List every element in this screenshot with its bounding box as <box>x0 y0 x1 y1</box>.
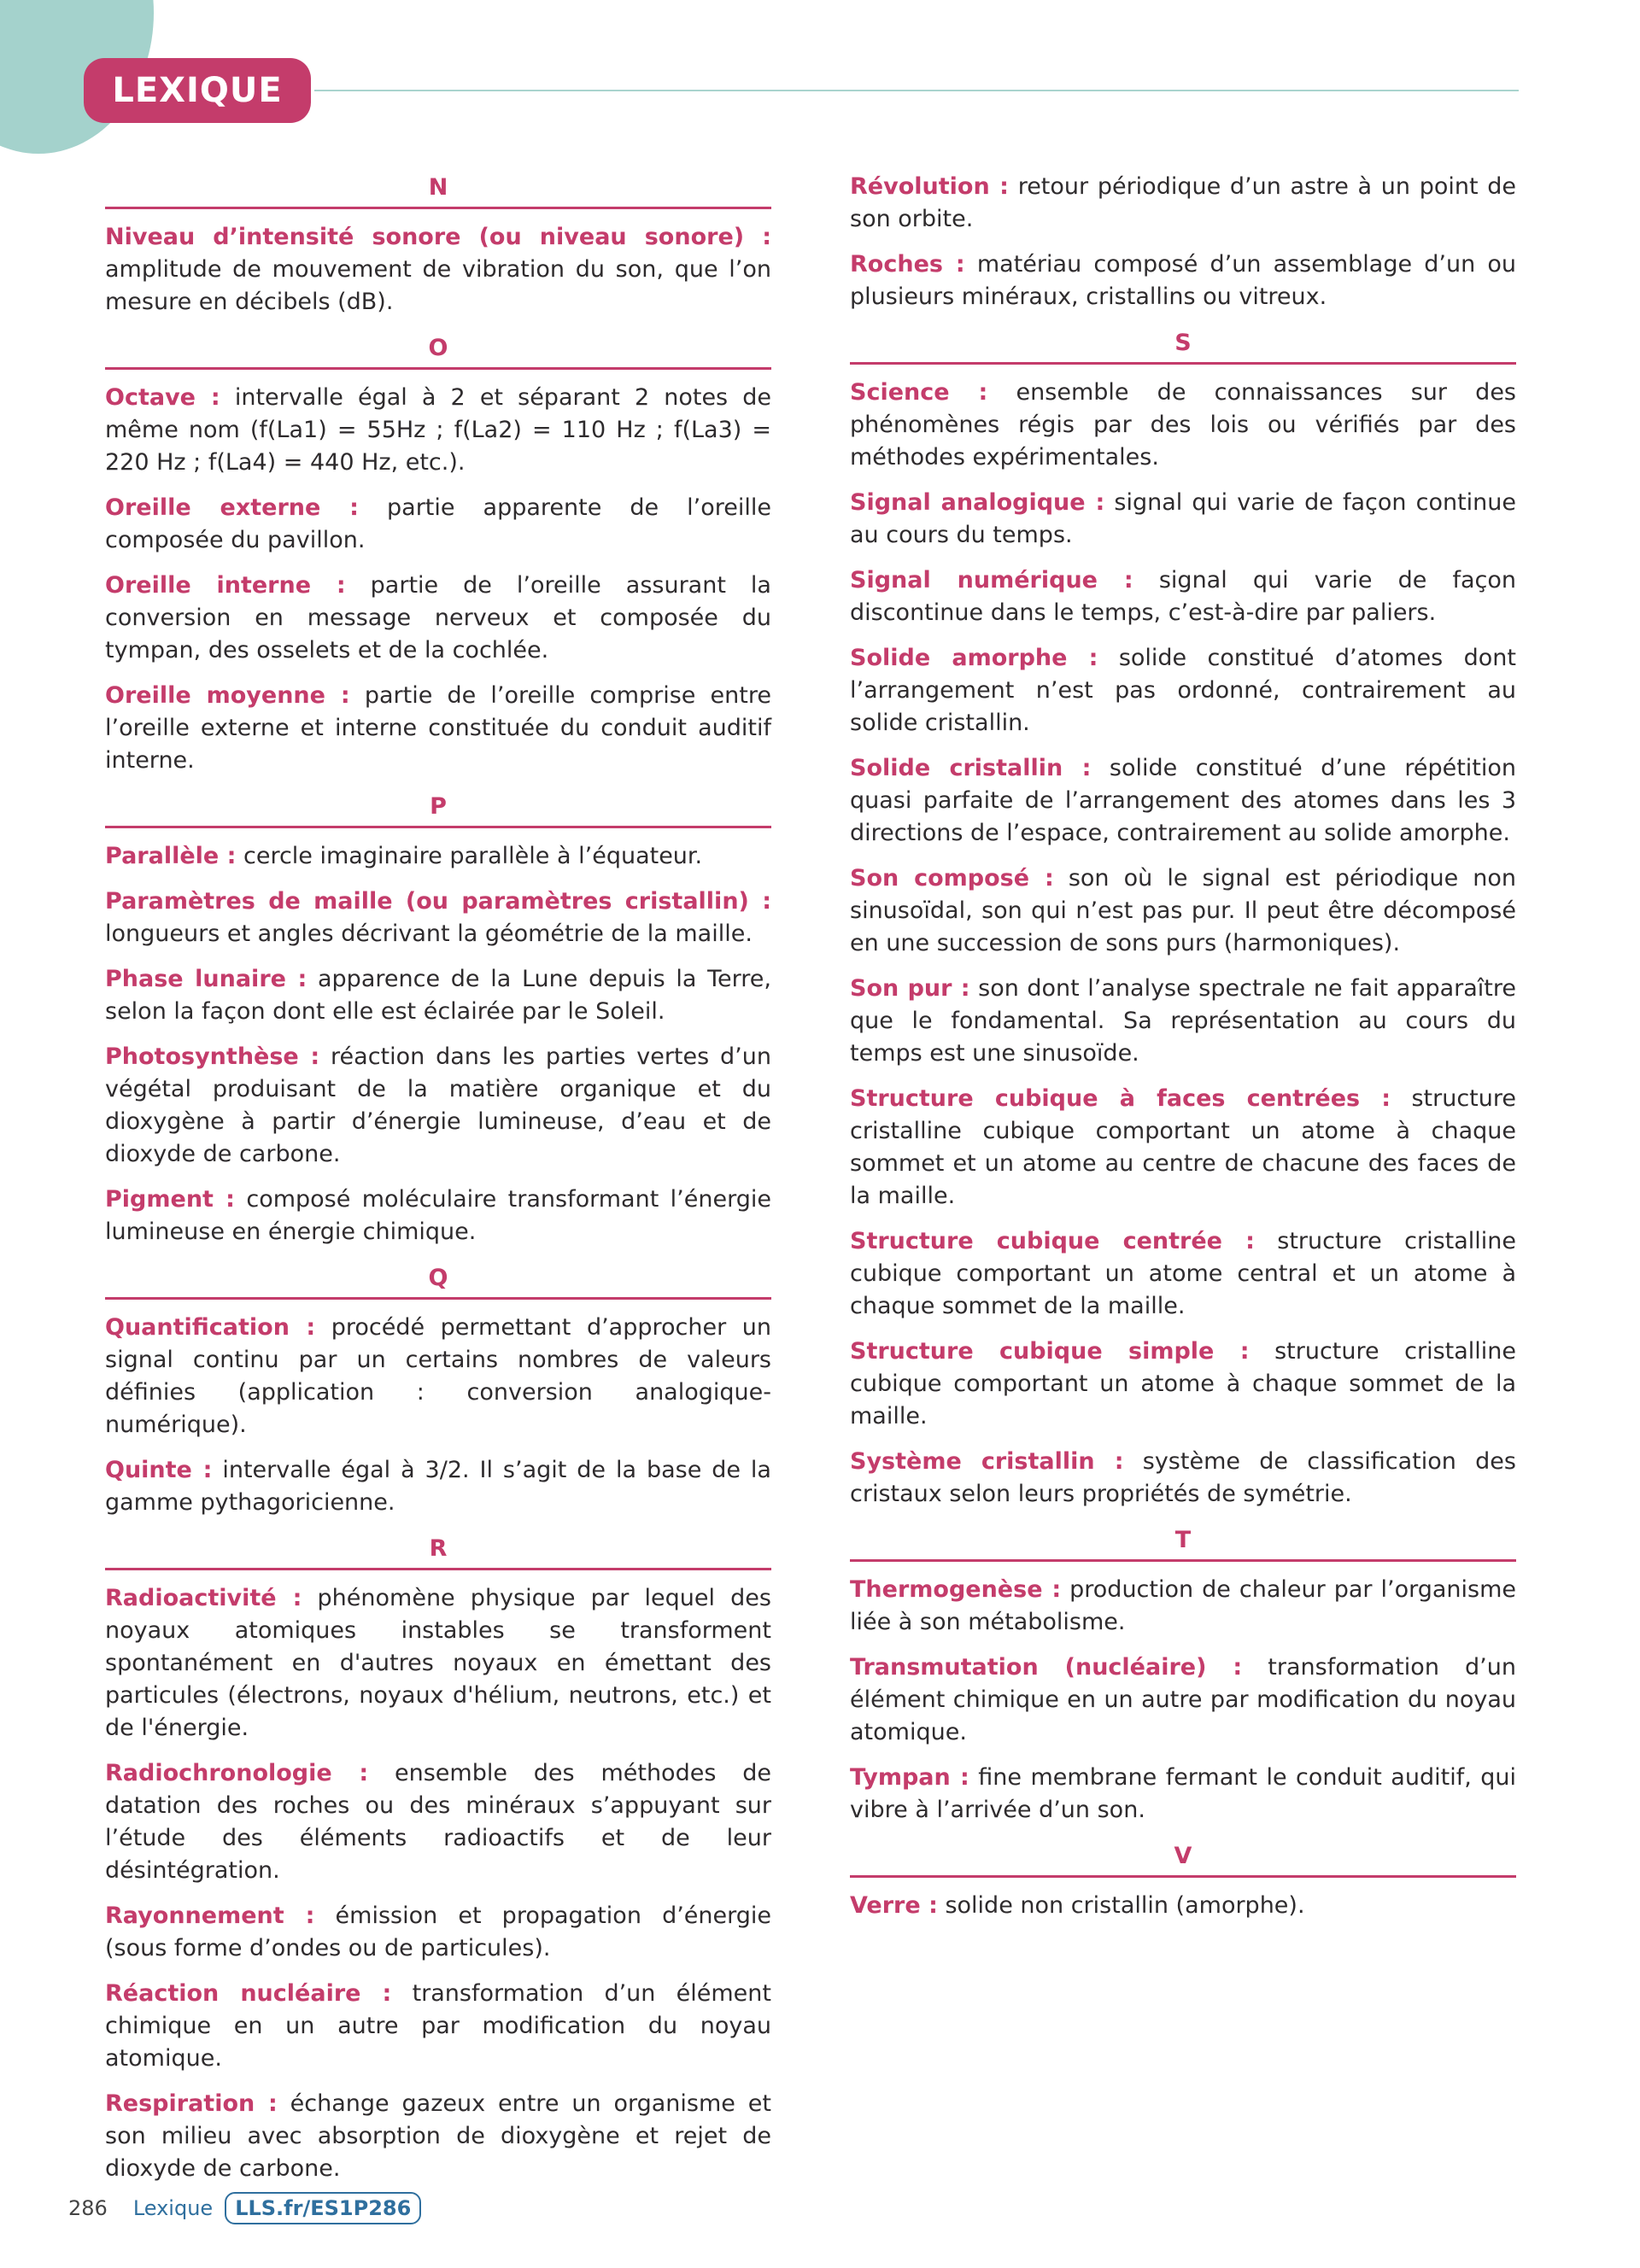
glossary-entry <box>105 1582 771 1745</box>
right-column <box>850 171 1516 1935</box>
letter-heading: Q <box>105 1261 771 1300</box>
page-title: LEXIQUE <box>84 58 311 123</box>
glossary-definition: amplitude de mouvement de vibration du son, que l’on mesure en décibels (dB). <box>105 256 771 315</box>
glossary-term: Son composé : <box>850 865 1054 891</box>
glossary-definition: matériau composé d’un assemblage d’un ou plusieurs minéraux, cristallins ou vitreux. <box>850 251 1516 310</box>
glossary-term: Science : <box>850 379 988 406</box>
glossary-definition: son où le signal est périodique non sinusoïdal, son qui n’est pas pur. Il peut être décomposé en une succession de sons purs (harmoniques). <box>850 865 1516 956</box>
letter-heading: S <box>850 326 1516 365</box>
glossary-definition: son dont l’analyse spectrale ne fait apparaître que le fondamental. Sa représentation au cours du temps est une sinusoïde. <box>850 975 1516 1067</box>
glossary-term: Rayonnement : <box>105 1903 315 1929</box>
glossary-definition: intervalle égal à 2 et séparant 2 notes de même nom (f(La1) = 55Hz ; f(La2) = 110 Hz ; f(La3) = 220 Hz ; f(La4) = 440 Hz, etc.). <box>105 384 771 476</box>
glossary-definition: partie apparente de l’oreille composée du pavillon. <box>105 494 771 553</box>
glossary-entry <box>850 752 1516 850</box>
glossary-entry <box>105 1184 771 1248</box>
footer-link[interactable]: LLS.fr/ES1P286 <box>225 2192 421 2224</box>
glossary-definition: ensemble de connaissances sur des phénomènes régis par des lois ou vérifiés par des méthodes expérimentales. <box>850 379 1516 471</box>
glossary-term: Octave : <box>105 384 220 411</box>
glossary-term: Structure cubique simple : <box>850 1338 1250 1365</box>
glossary-definition: structure cristalline cubique comportant un atome central et un atome à chaque sommet de la maille. <box>850 1228 1516 1319</box>
glossary-definition: échange gazeux entre un organisme et son milieu avec absorption de dioxygène et rejet de dioxyde de carbone. <box>105 2090 771 2182</box>
glossary-definition: procédé permettant d’approcher un signal continu par un certains nombres de valeurs définies (application : conversion analogique-numérique). <box>105 1314 771 1438</box>
glossary-term: Parallèle : <box>105 843 237 869</box>
glossary-definition: retour périodique d’un astre à un point de son orbite. <box>850 173 1517 232</box>
page-number: 286 <box>68 2196 108 2220</box>
glossary-entry <box>850 1651 1516 1749</box>
glossary-definition: transformation d’un élément chimique en un autre par modification du noyau atomique. <box>105 1980 771 2072</box>
glossary-term: Structure cubique à faces centrées : <box>850 1085 1391 1112</box>
glossary-term: Pigment : <box>105 1186 235 1213</box>
glossary-entry <box>850 1225 1516 1323</box>
glossary-entry <box>850 171 1516 236</box>
glossary-entry <box>850 1083 1516 1213</box>
glossary-term: Transmutation (nucléaire) : <box>850 1654 1243 1681</box>
glossary-definition: ensemble des méthodes de datation des roches ou des minéraux s’appuyant sur l’étude des éléments radioactifs et de leur désintégration. <box>105 1760 771 1884</box>
glossary-definition: structure cristalline cubique comportant un atome à chaque sommet de la maille. <box>850 1338 1517 1429</box>
glossary-definition: solide constitué d’atomes dont l’arrangement n’est pas ordonné, contrairement au solide cristallin. <box>850 645 1516 736</box>
glossary-definition: phénomène physique par lequel des noyaux atomiques instables se transforment spontanément en d'autres noyaux en émettant des particules (électrons, noyaux d'hélium, neutrons, etc.) et de l'énergie. <box>105 1585 771 1741</box>
glossary-term: Paramètres de maille (ou paramètres cristallin) : <box>105 888 771 915</box>
glossary-definition: réaction dans les parties vertes d’un végétal produisant de la matière organique et du dioxygène à partir d’énergie lumineuse, d’eau et de dioxyde de carbone. <box>105 1043 771 1167</box>
glossary-entry <box>850 1446 1516 1511</box>
glossary-entry <box>850 642 1516 739</box>
glossary-definition: système de classification des cristaux selon leurs propriétés de symétrie. <box>850 1448 1516 1507</box>
glossary-term: Oreille externe : <box>105 494 359 521</box>
glossary-definition: solide constitué d’une répétition quasi parfaite de l’arrangement des atomes dans les 3 directions de l’espace, contrairement au solide amorphe. <box>850 755 1517 846</box>
glossary-term: Système cristallin : <box>850 1448 1124 1475</box>
glossary-term: Photosynthèse : <box>105 1043 320 1070</box>
glossary-term: Réaction nucléaire : <box>105 1980 392 2007</box>
glossary-term: Structure cubique centrée : <box>850 1228 1255 1254</box>
glossary-entry <box>105 1454 771 1519</box>
letter-heading: N <box>105 171 771 209</box>
glossary-term: Son pur : <box>850 975 970 1002</box>
glossary-entry <box>105 570 771 667</box>
glossary-entry <box>850 487 1516 552</box>
glossary-entry <box>105 221 771 319</box>
glossary-definition: longueurs et angles décrivant la géométrie de la maille. <box>105 921 753 947</box>
glossary-definition: transformation d’un élément chimique en un autre par modification du noyau atomique. <box>850 1654 1516 1745</box>
letter-heading: V <box>850 1839 1516 1878</box>
glossary-term: Respiration : <box>105 2090 278 2117</box>
glossary-term: Signal numérique : <box>850 567 1133 593</box>
left-column <box>105 171 771 2198</box>
glossary-term: Solide amorphe : <box>850 645 1098 671</box>
glossary-entry <box>850 1890 1516 1922</box>
glossary-entry <box>850 564 1516 629</box>
glossary-entry <box>105 1900 771 1965</box>
glossary-entry <box>105 1757 771 1887</box>
glossary-term: Quinte : <box>105 1457 213 1483</box>
glossary-definition: composé moléculaire transformant l’énergie lumineuse en énergie chimique. <box>105 1186 771 1245</box>
glossary-definition: émission et propagation d’énergie (sous forme d’ondes ou de particules). <box>105 1903 771 1961</box>
glossary-definition: signal qui varie de façon continue au cours du temps. <box>850 489 1517 548</box>
glossary-entry <box>105 1978 771 2075</box>
glossary-term: Solide cristallin : <box>850 755 1092 781</box>
glossary-term: Radiochronologie : <box>105 1760 369 1786</box>
glossary-entry <box>850 973 1516 1070</box>
glossary-entry <box>850 1574 1516 1639</box>
glossary-entry <box>850 1336 1516 1433</box>
glossary-entry <box>105 886 771 950</box>
glossary-term: Quantification : <box>105 1314 316 1341</box>
glossary-term: Oreille moyenne : <box>105 682 350 709</box>
footer <box>68 2191 421 2225</box>
glossary-entry <box>850 1762 1516 1827</box>
footer-section: Lexique <box>132 2196 214 2220</box>
glossary-term: Thermogenèse : <box>850 1576 1062 1603</box>
glossary-entry <box>105 840 771 873</box>
glossary-definition: solide non cristallin (amorphe). <box>945 1892 1305 1919</box>
glossary-entry <box>850 377 1516 474</box>
glossary-definition: signal qui varie de façon discontinue dans le temps, c’est-à-dire par paliers. <box>850 567 1516 626</box>
glossary-entry <box>105 382 771 479</box>
glossary-entry <box>105 1041 771 1171</box>
glossary-definition: production de chaleur par l’organisme liée à son métabolisme. <box>850 1576 1516 1635</box>
glossary-term: Niveau d’intensité sonore (ou niveau sonore) : <box>105 224 771 250</box>
glossary-entry <box>105 963 771 1028</box>
glossary-entry <box>850 248 1516 313</box>
glossary-definition: partie de l’oreille comprise entre l’oreille externe et interne constituée du conduit auditif interne. <box>105 682 771 774</box>
glossary-definition: structure cristalline cubique comportant un atome à chaque sommet et un atome au centre de chacune des faces de la maille. <box>850 1085 1516 1209</box>
glossary-term: Verre : <box>850 1892 938 1919</box>
letter-heading: T <box>850 1523 1516 1562</box>
letter-heading: O <box>105 331 771 370</box>
glossary-term: Tympan : <box>850 1764 969 1791</box>
letter-heading: P <box>105 790 771 828</box>
glossary-definition: fine membrane fermant le conduit auditif, qui vibre à l’arrivée d’un son. <box>850 1764 1517 1823</box>
glossary-definition: cercle imaginaire parallèle à l’équateur. <box>243 843 703 869</box>
glossary-entry <box>105 492 771 557</box>
glossary-entry <box>105 2088 771 2185</box>
glossary-term: Signal analogique : <box>850 489 1105 516</box>
glossary-definition: partie de l’oreille assurant la conversion en message nerveux et composée du tympan, des osselets et de la cochlée. <box>105 572 771 663</box>
glossary-definition: apparence de la Lune depuis la Terre, selon la façon dont elle est éclairée par le Soleil. <box>105 966 771 1025</box>
glossary-term: Roches : <box>850 251 965 278</box>
glossary-term: Radioactivité : <box>105 1585 302 1611</box>
glossary-term: Oreille interne : <box>105 572 346 599</box>
glossary-definition: intervalle égal à 3/2. Il s’agit de la base de la gamme pythagoricienne. <box>105 1457 771 1516</box>
glossary-term: Phase lunaire : <box>105 966 308 992</box>
header-divider <box>314 90 1519 91</box>
glossary-entry <box>850 862 1516 960</box>
glossary-entry <box>105 680 771 777</box>
letter-heading: R <box>105 1532 771 1570</box>
glossary-term: Révolution : <box>850 173 1009 200</box>
glossary-entry <box>105 1312 771 1441</box>
